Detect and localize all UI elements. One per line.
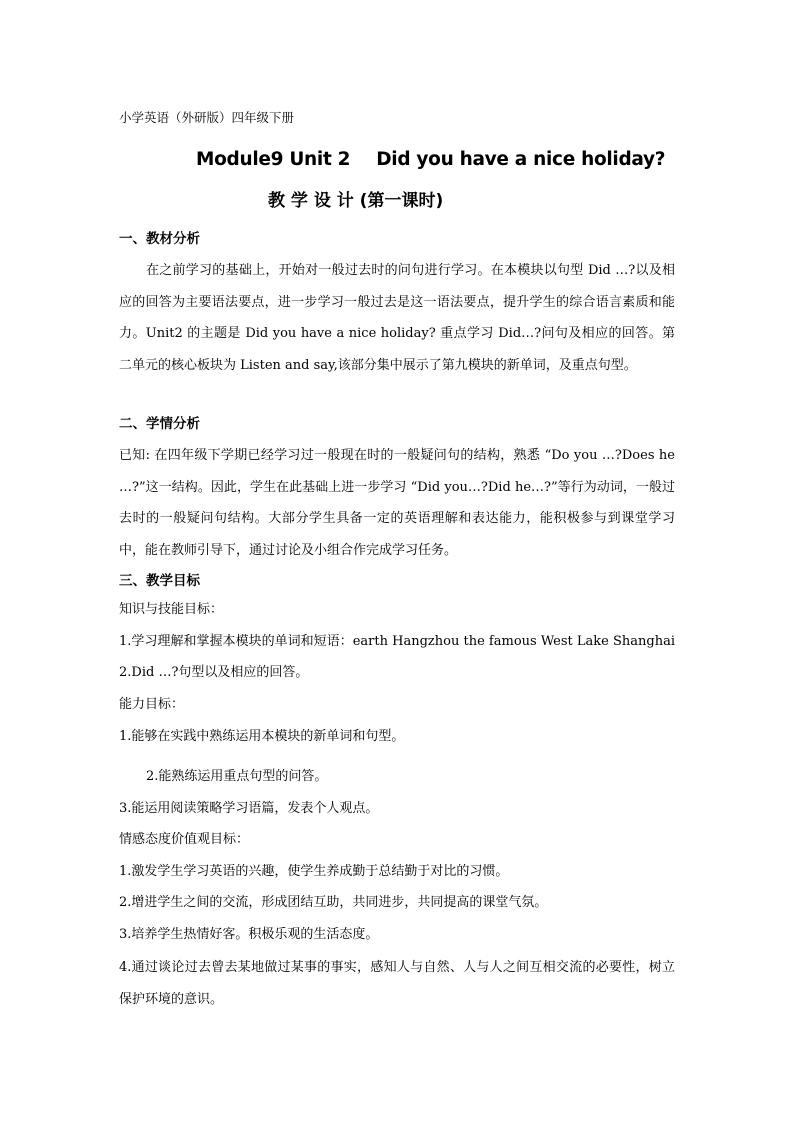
section-body-student-analysis: 已知: 在四年级下学期已经学习过一般现在时的一般疑问句的结构，熟悉 “Do you …?Does he …?”这一结构。因此，学生在此基础上进一步学习 “Did you…?Did he…?”等行为动词，一般过去时的一般疑问句结构。大部分学生具备一定的英语理解和表达能力，能积极参与到课堂学习中，能在教师引导下，通过讨论及小组合作完成学习任务。 [119, 448, 675, 558]
section-heading-objectives: 三、教学目标 [119, 573, 200, 589]
module-unit-label: Module9 Unit 2 [196, 149, 351, 170]
emotion-objective-3: 3.培养学生热情好客。积极乐观的生活态度。 [119, 927, 379, 942]
ability-objective-1: 1.能够在实践中熟练运用本模块的新单词和句型。 [119, 729, 405, 744]
knowledge-objective-2: 2.Did …?句型以及相应的回答。 [119, 665, 309, 680]
ability-objectives-label: 能力目标： [119, 697, 185, 712]
ability-objective-3: 3.能运用阅读策略学习语篇，发表个人观点。 [119, 801, 379, 816]
section-heading-student-analysis: 二、学情分析 [119, 416, 200, 432]
lesson-title [196, 147, 665, 173]
emotion-objective-4: 4.通过谈论过去曾去某地做过某事的事实，感知人与自然、人与人之间互相交流的必要性，树立保护环境的意识。 [119, 960, 675, 1007]
section-heading-textbook-analysis: 一、教材分析 [119, 231, 200, 247]
emotion-objective-2: 2.增进学生之间的交流，形成团结互助，共同进步，共同提高的课堂气氛。 [119, 895, 548, 910]
ability-objective-2: 2.能熟练运用重点句型的问答。 [146, 769, 328, 784]
document-header: 小学英语（外研版）四年级下册 [119, 110, 295, 125]
section-body-textbook-analysis: 在之前学习的基础上，开始对一般过去时的问句进行学习。在本模块以句型 Did …?以及相应的回答为主要语法要点，进一步学习一般过去是这一语法要点，提升学生的综合语言素质和能力。Unit2 的主题是 Did you have a nice holiday? 重点学习 Did…?问句及相应的回答。第二单元的核心板块为 Listen and say,该部分集中展示了第九模块的新单词，及重点句型。 [119, 263, 675, 373]
design-title: 教 学 设 计 (第一课时) [268, 191, 444, 211]
lesson-name: Did you have a nice holiday? [376, 149, 666, 170]
emotion-objectives-label: 情感态度价值观目标： [119, 832, 250, 847]
emotion-objective-1: 1.激发学生学习英语的兴趣，使学生养成勤于总结勤于对比的习惯。 [119, 864, 509, 879]
knowledge-objectives-label: 知识与技能目标： [119, 602, 224, 617]
knowledge-objective-1: 1.学习理解和掌握本模块的单词和短语：earth Hangzhou the famous West Lake Shanghai [119, 634, 675, 649]
